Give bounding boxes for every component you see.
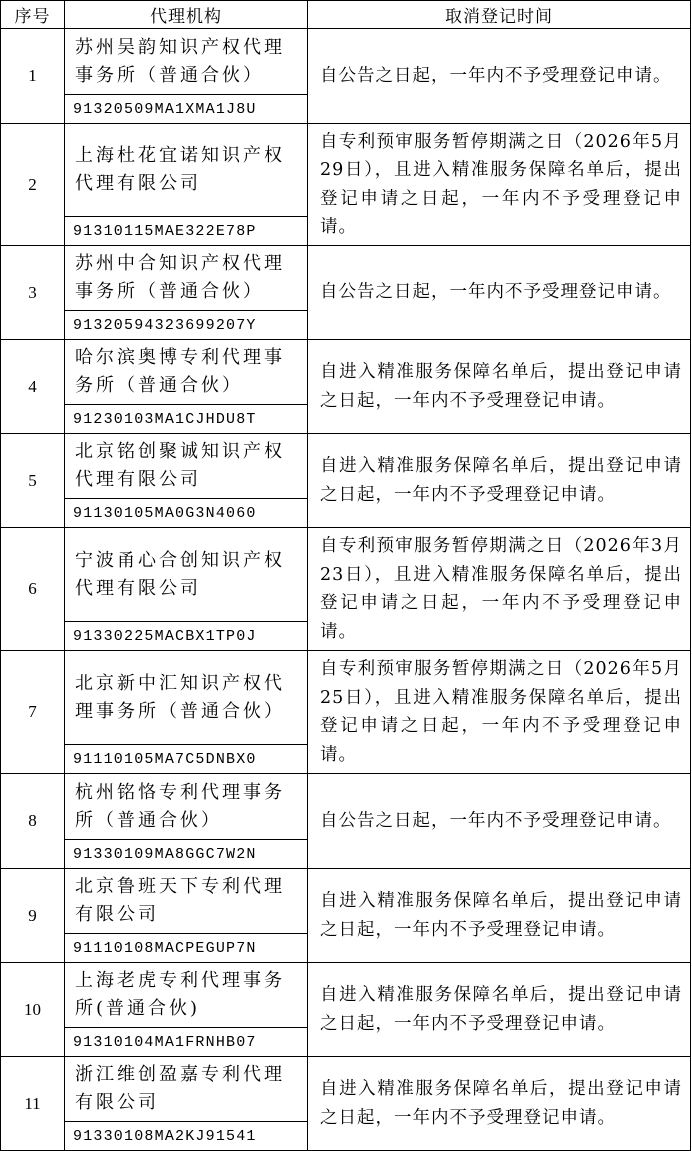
table-row — [1, 246, 691, 311]
agency-name: 宁波甬心合创知识产权代理有限公司 — [65, 528, 308, 622]
agency-name: 上海杜花宜诺知识产权代理有限公司 — [65, 124, 308, 217]
cancel-time-text: 自进入精准服务保障名单后，提出登记申请之日起，一年内不予受理登记申请。 — [308, 1057, 691, 1151]
agency-name: 北京铭创聚诚知识产权代理有限公司 — [65, 434, 308, 499]
credit-code: 91320509MA1XMA1J8U — [65, 95, 308, 124]
table-row — [1, 29, 691, 95]
credit-code: 91330109MA8GGC7W2N — [65, 840, 308, 869]
credit-code: 91310115MAE322E78P — [65, 217, 308, 246]
agency-name: 浙江维创盈嘉专利代理有限公司 — [65, 1057, 308, 1122]
cancel-time-text: 自公告之日起，一年内不予受理登记申请。 — [308, 246, 691, 340]
credit-code: 91110108MACPEGUP7N — [65, 934, 308, 963]
header-agency: 代理机构 — [65, 1, 308, 29]
agency-name: 北京鲁班天下专利代理有限公司 — [65, 869, 308, 934]
credit-code: 91130105MA0G3N4060 — [65, 499, 308, 528]
credit-code: 91330225MACBX1TP0J — [65, 622, 308, 651]
row-seq: 4 — [1, 340, 65, 434]
credit-code: 91320594323699207Y — [65, 311, 308, 340]
table-row — [1, 1057, 691, 1122]
row-seq: 10 — [1, 963, 65, 1057]
agency-name: 上海老虎专利代理事务所(普通合伙) — [65, 963, 308, 1028]
credit-code: 91230103MA1CJHDU8T — [65, 405, 308, 434]
credit-code: 91330108MA2KJ91541 — [65, 1122, 308, 1151]
credit-code: 91310104MA1FRNHB07 — [65, 1028, 308, 1057]
header-seq: 序号 — [1, 1, 65, 29]
cancel-time-text: 自进入精准服务保障名单后，提出登记申请之日起，一年内不予受理登记申请。 — [308, 963, 691, 1057]
credit-code: 91110105MA7C5DNBX0 — [65, 745, 308, 774]
row-seq: 5 — [1, 434, 65, 528]
table-row — [1, 434, 691, 499]
cancel-time-text: 自专利预审服务暂停期满之日（2026年5月29日），且进入精准服务保障名单后，提出登记申请之日起，一年内不予受理登记申请。 — [308, 124, 691, 246]
table-row — [1, 869, 691, 934]
table-row — [1, 963, 691, 1028]
cancel-time-text: 自进入精准服务保障名单后，提出登记申请之日起，一年内不予受理登记申请。 — [308, 434, 691, 528]
cancel-time-text: 自专利预审服务暂停期满之日（2026年5月25日），且进入精准服务保障名单后，提出登记申请之日起，一年内不予受理登记申请。 — [308, 651, 691, 774]
agency-name: 哈尔滨奥博专利代理事务所（普通合伙） — [65, 340, 308, 405]
cancel-time-text: 自专利预审服务暂停期满之日（2026年3月23日），且进入精准服务保障名单后，提出登记申请之日起，一年内不予受理登记申请。 — [308, 528, 691, 651]
row-seq: 9 — [1, 869, 65, 963]
header-cancel-time: 取消登记时间 — [308, 1, 691, 29]
row-seq: 7 — [1, 651, 65, 774]
row-seq: 2 — [1, 124, 65, 246]
agency-name: 苏州中合知识产权代理事务所（普通合伙） — [65, 246, 308, 311]
agency-name: 杭州铭恪专利代理事务所（普通合伙） — [65, 774, 308, 840]
row-seq: 11 — [1, 1057, 65, 1151]
table-row — [1, 340, 691, 405]
agency-name: 北京新中汇知识产权代理事务所（普通合伙） — [65, 651, 308, 745]
cancel-time-text: 自公告之日起，一年内不予受理登记申请。 — [308, 774, 691, 869]
table-row — [1, 651, 691, 745]
agency-name: 苏州吴韵知识产权代理事务所（普通合伙） — [65, 29, 308, 95]
cancel-time-text: 自进入精准服务保障名单后，提出登记申请之日起，一年内不予受理登记申请。 — [308, 869, 691, 963]
row-seq: 8 — [1, 774, 65, 869]
cancel-time-text: 自进入精准服务保障名单后，提出登记申请之日起，一年内不予受理登记申请。 — [308, 340, 691, 434]
table-row — [1, 124, 691, 217]
row-seq: 3 — [1, 246, 65, 340]
header-row — [1, 1, 691, 29]
row-seq: 1 — [1, 29, 65, 124]
table-row — [1, 774, 691, 840]
row-seq: 6 — [1, 528, 65, 651]
cancel-time-text: 自公告之日起，一年内不予受理登记申请。 — [308, 29, 691, 124]
table-row — [1, 528, 691, 622]
